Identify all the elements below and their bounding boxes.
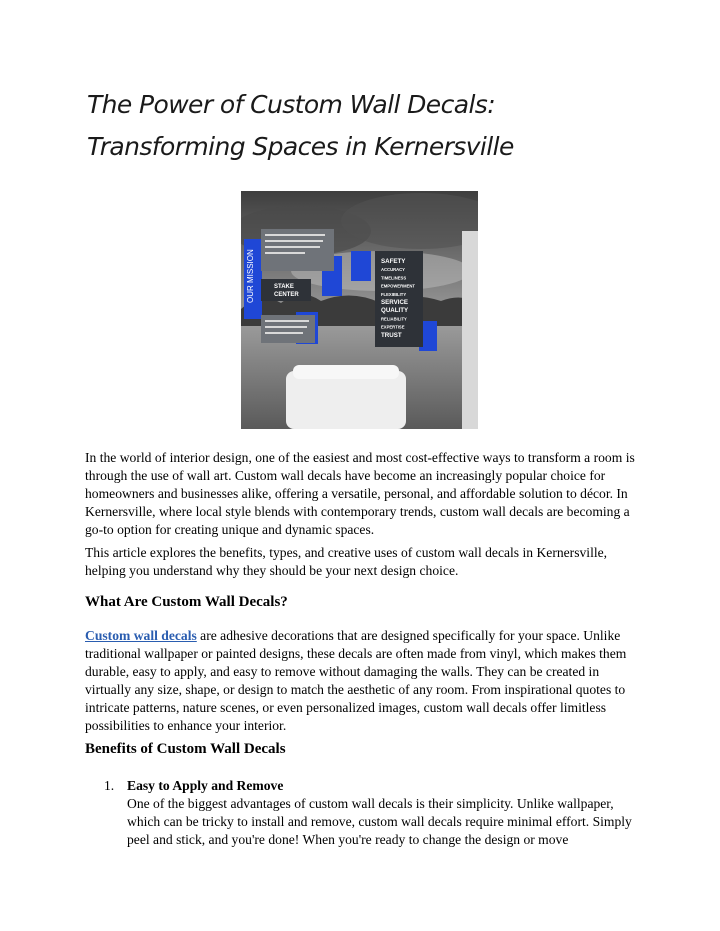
mission-label: OUR MISSION — [246, 249, 255, 303]
logo-line-1: STAKE — [274, 284, 294, 290]
definition-paragraph — [85, 627, 645, 735]
value-item: TRUST — [381, 331, 402, 339]
value-item: SERVICE — [381, 299, 409, 306]
explore-paragraph: This article explores the benefits, types, and creative uses of custom wall decals in Kernersville, helping you understand why they should be your next design choice. — [85, 545, 608, 578]
list-item-text: One of the biggest advantages of custom wall decals is their simplicity. Unlike wallpaper, which can be tricky to install and remove, custom wall decals require minimal effort. Simply peel and stick, and you're done! When you're ready to change the design or move — [127, 796, 632, 847]
section-heading-what: What Are Custom Wall Decals? — [85, 594, 288, 610]
custom-wall-decals-link[interactable]: Custom wall decals — [85, 628, 197, 643]
wall-decal-photo-art — [241, 191, 478, 429]
list-item-number: 1. — [104, 778, 115, 793]
value-item: EMPOWERMENT — [381, 283, 415, 289]
list-item — [127, 777, 647, 849]
value-item: TIMELINESS — [381, 275, 407, 281]
value-item: ACCURACY — [381, 267, 405, 273]
title-line-2: Transforming Spaces in Kernersville — [87, 132, 514, 161]
value-item: RELIABILITY — [381, 316, 407, 322]
value-item: EXPERTISE — [381, 324, 405, 330]
title-line-1: The Power of Custom Wall Decals: — [87, 90, 496, 119]
definition-text: are adhesive decorations that are designed specifically for your space. Unlike traditional wallpaper or painted designs, these decals are often made from vinyl, which makes them durable, easy to apply, and easy to remove without damaging the walls. They can be created in virtually any size, shape, or design to match the aesthetic of any room. From inspirational quotes to intricate patterns, nature scenes, or even personalized images, custom wall decals offer limitless possibilities to enhance your interior. — [85, 628, 627, 733]
value-item: QUALITY — [381, 307, 409, 315]
value-item: FLEXIBILITY — [381, 291, 407, 297]
value-item: SAFETY — [381, 258, 406, 265]
article-title — [87, 84, 687, 168]
logo-line-2: CENTER — [274, 292, 299, 298]
list-item-title: Easy to Apply and Remove — [127, 778, 284, 793]
section-heading-benefits: Benefits of Custom Wall Decals — [85, 741, 286, 757]
intro-paragraph: In the world of interior design, one of the easiest and most cost-effective ways to transform a room is through the use of wall art. Custom wall decals have become an increasingly popular choice for homeowners and businesses alike, offering a versatile, personal, and affordable solution to décor. In Kernersville, where local style blends with contemporary trends, custom wall decals are becoming a go-to option for creating unique and dynamic spaces. — [85, 450, 635, 537]
wall-decal-photo — [241, 191, 478, 429]
